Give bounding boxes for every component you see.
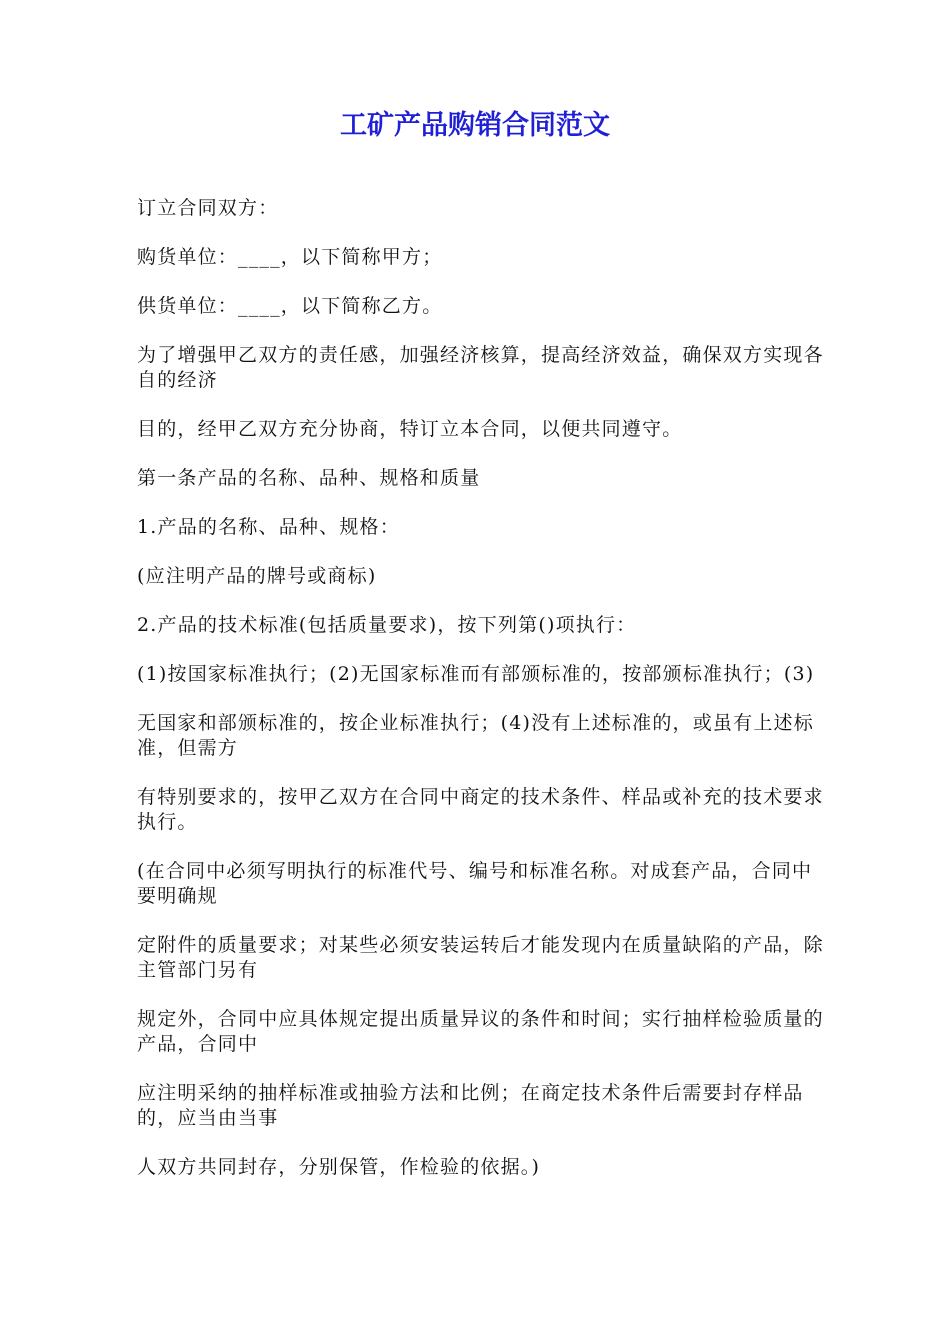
paragraph: 购货单位：____，以下简称甲方； <box>137 246 443 268</box>
paragraph: 为了增强甲乙双方的责任感，加强经济核算，提高经济效益，确保双方实现各自的经济 <box>137 344 824 391</box>
paragraph: 第一条产品的名称、品种、规格和质量 <box>137 467 481 489</box>
paragraph: 应注明采纳的抽样标准或抽验方法和比例；在商定技术条件后需要封存样品的，应当由当事 <box>137 1082 804 1129</box>
paragraph: 定附件的质量要求；对某些必须安装运转后才能发现内在质量缺陷的产品，除主管部门另有 <box>137 934 824 981</box>
paragraph: 订立合同双方： <box>137 197 279 219</box>
paragraph: (1)按国家标准执行；(2)无国家标准而有部颁标准的，按部颁标准执行；(3) <box>137 663 815 685</box>
paragraph: 无国家和部颁标准的，按企业标准执行；(4)没有上述标准的，或虽有上述标准，但需方 <box>137 712 814 759</box>
document-title: 工矿产品购销合同范文 <box>340 110 610 141</box>
paragraph: 目的，经甲乙双方充分协商，特订立本合同，以便共同遵守。 <box>137 418 683 440</box>
paragraph: 1.产品的名称、品种、规格： <box>137 516 400 538</box>
paragraph: 规定外，合同中应具体规定提出质量异议的条件和时间；实行抽样检验质量的产品，合同中 <box>137 1008 824 1055</box>
paragraph: 2.产品的技术标准(包括质量要求)，按下列第()项执行： <box>137 614 637 636</box>
document-body <box>137 196 827 1204</box>
paragraph: (应注明产品的牌号或商标) <box>137 565 377 587</box>
paragraph: 人双方共同封存，分别保管，作检验的依据。) <box>137 1156 541 1178</box>
paragraph: 有特别要求的，按甲乙双方在合同中商定的技术条件、样品或补充的技术要求执行。 <box>137 786 824 833</box>
paragraph: 供货单位：____，以下简称乙方。 <box>137 295 443 317</box>
paragraph: (在合同中必须写明执行的标准代号、编号和标准名称。对成套产品，合同中要明确规 <box>137 860 813 907</box>
